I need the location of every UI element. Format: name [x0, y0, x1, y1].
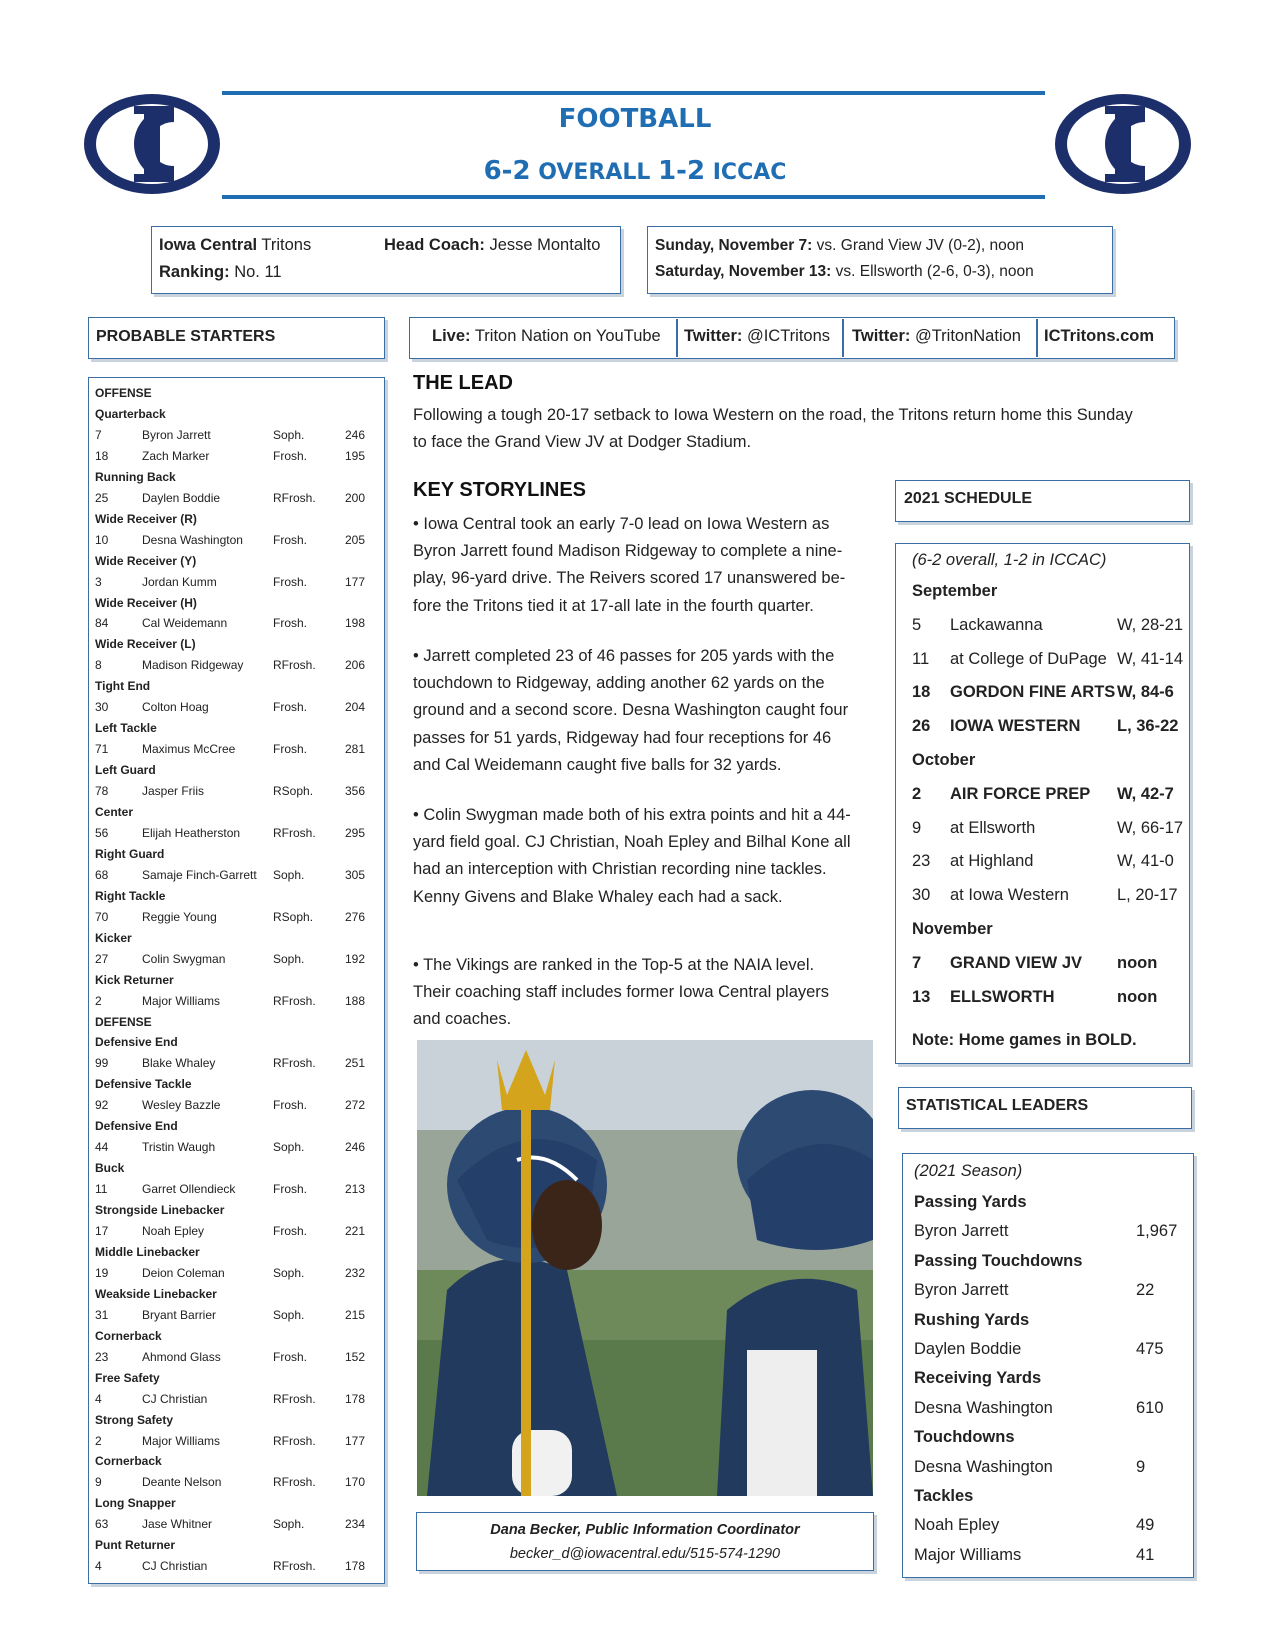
- game-result: W, 84-6: [1117, 683, 1174, 702]
- starter-number: 3: [95, 574, 102, 589]
- starter-row: [95, 1263, 370, 1283]
- game-opponent: at Ellsworth: [950, 818, 1036, 837]
- game-result: W, 41-14: [1117, 649, 1184, 668]
- starters-position-heading: Quarterback: [95, 406, 166, 421]
- starters-position-heading: Left Guard: [95, 763, 156, 778]
- starter-class: RSoph.: [273, 909, 314, 924]
- starter-row: [95, 613, 370, 633]
- stat-category: Rushing Yards: [914, 1310, 1030, 1329]
- starter-row: [95, 1179, 370, 1199]
- starter-class: Soph.: [273, 1140, 305, 1155]
- starters-position-heading: Wide Receiver (Y): [95, 553, 197, 568]
- starter-number: 4: [95, 1391, 102, 1406]
- contact-details[interactable]: becker_d@iowacentral.edu/515-574-1290: [509, 1546, 781, 1562]
- header-rule-top: [222, 91, 1045, 95]
- starter-weight: 200: [344, 490, 365, 505]
- starter-row: [95, 446, 370, 466]
- starter-weight: 195: [344, 448, 365, 463]
- game-opponent: GRAND VIEW JV: [950, 953, 1083, 972]
- starter-class: RFrosh.: [273, 1475, 316, 1490]
- starters-position-heading: Defensive End: [95, 1035, 178, 1050]
- starter-number: 56: [95, 825, 109, 840]
- game-date: 11: [912, 649, 930, 668]
- starter-name: Zach Marker: [142, 448, 210, 463]
- schedule-game: [912, 613, 1202, 637]
- starter-number: 7: [95, 427, 102, 442]
- starter-class: Frosh.: [273, 700, 308, 715]
- starter-name: Jasper Friis: [142, 784, 205, 799]
- stat-leader: [914, 1396, 1184, 1420]
- starter-class: RFrosh.: [273, 490, 316, 505]
- media-divider: [676, 319, 678, 357]
- starter-name: Tristin Waugh: [142, 1140, 216, 1155]
- game-opponent: at College of DuPage: [950, 649, 1107, 668]
- game-date: 26: [912, 717, 931, 736]
- stat-player: Desna Washington: [914, 1398, 1053, 1417]
- starter-weight: 213: [344, 1182, 365, 1197]
- starter-class: Frosh.: [273, 1349, 308, 1364]
- starter-number: 71: [95, 742, 109, 757]
- starter-row: [95, 1431, 370, 1451]
- starter-row: [95, 1221, 370, 1241]
- starter-class: RFrosh.: [273, 1391, 316, 1406]
- stat-leader: [914, 1337, 1184, 1361]
- starter-number: 10: [95, 532, 109, 547]
- starter-number: 9: [95, 1475, 102, 1490]
- starter-class: Frosh.: [273, 616, 308, 631]
- schedule-home-game: [912, 951, 1202, 975]
- schedule-home-game: [912, 782, 1202, 806]
- starter-weight: 170: [344, 1475, 365, 1490]
- starter-number: 92: [95, 1098, 109, 1113]
- game-opponent: ELLSWORTH: [950, 987, 1055, 1006]
- storyline-line: and coaches.: [413, 1010, 512, 1029]
- storyline-line: play, 96-yard drive. The Reivers scored 17 unanswered be-: [413, 569, 846, 588]
- starter-name: CJ Christian: [142, 1559, 208, 1574]
- starter-weight: 204: [344, 700, 365, 715]
- starter-class: Frosh.: [273, 448, 308, 463]
- game-date: 5: [912, 615, 922, 634]
- media-twitter-tritonnation[interactable]: Twitter: @TritonNation: [852, 327, 1021, 345]
- starter-name: Daylen Boddie: [142, 490, 221, 505]
- starter-weight: 232: [344, 1265, 365, 1280]
- storyline-line: fore the Tritons tied it at 17-all late in the fourth quarter.: [413, 596, 814, 615]
- stat-player: Byron Jarrett: [914, 1222, 1009, 1241]
- starters-position-heading: Strong Safety: [95, 1412, 174, 1427]
- game-photo: [417, 1040, 873, 1496]
- starters-title: PROBABLE STARTERS: [96, 328, 276, 345]
- starters-position-heading: Free Safety: [95, 1370, 160, 1385]
- storyline-line: touchdown to Ridgeway, adding another 62 yards on the: [413, 674, 825, 693]
- starters-position-heading: Running Back: [95, 469, 176, 484]
- contact-name: Dana Becker, Public Information Coordinator: [490, 1522, 800, 1538]
- stats-subtitle: (2021 Season): [914, 1162, 1023, 1180]
- head-coach: Head Coach: Jesse Montalto: [384, 236, 601, 254]
- stat-leader: [914, 1455, 1184, 1479]
- starter-weight: 246: [344, 427, 365, 442]
- storyline-line: Byron Jarrett found Madison Ridgeway to complete a nine-: [413, 542, 843, 561]
- lead-line: to face the Grand View JV at Dodger Stadium.: [413, 433, 752, 451]
- starters-position-heading: DEFENSE: [95, 1014, 152, 1029]
- starter-class: RFrosh.: [273, 993, 316, 1008]
- storyline-line: Their coaching staff includes former Iowa Central players: [413, 983, 830, 1002]
- schedule-note: Note: Home games in BOLD.: [912, 1031, 1137, 1049]
- starter-weight: 276: [344, 909, 365, 924]
- overall-label: OVERALL: [538, 160, 651, 185]
- starter-row: [95, 991, 370, 1011]
- game-opponent: AIR FORCE PREP: [950, 784, 1091, 803]
- iowa-central-logo-left: [82, 92, 222, 196]
- starters-position-heading: Center: [95, 805, 134, 819]
- stat-category: Tackles: [914, 1487, 974, 1505]
- game-opponent: Lackawanna: [950, 615, 1043, 634]
- starter-weight: 221: [344, 1224, 365, 1238]
- storyline-line: • Iowa Central took an early 7-0 lead on Iowa Western as: [413, 515, 830, 533]
- stat-player: Desna Washington: [914, 1457, 1053, 1476]
- storylines-heading: KEY STORYLINES: [413, 479, 587, 501]
- schedule-home-game: [912, 714, 1202, 738]
- starter-number: 99: [95, 1056, 109, 1071]
- starter-weight: 246: [344, 1140, 365, 1155]
- conf-label: ICCAC: [712, 160, 787, 185]
- starter-weight: 281: [344, 742, 365, 757]
- contact-box: [416, 1512, 874, 1571]
- stat-category: Passing Yards: [914, 1193, 1027, 1211]
- starter-name: Major Williams: [142, 993, 220, 1008]
- starter-row: [95, 1053, 370, 1073]
- starter-class: Soph.: [273, 951, 305, 966]
- starter-class: Soph.: [273, 1307, 305, 1322]
- starter-weight: 234: [344, 1517, 365, 1532]
- stat-value: 41: [1136, 1545, 1155, 1564]
- starters-position-heading: Long Snapper: [95, 1496, 176, 1511]
- game-date: 9: [912, 818, 922, 837]
- game-date: 30: [912, 886, 931, 905]
- stat-value: 475: [1136, 1340, 1164, 1358]
- starter-weight: 295: [344, 825, 365, 840]
- starter-name: Major Williams: [142, 1433, 220, 1448]
- game-opponent: at Iowa Western: [950, 886, 1069, 905]
- stat-value: 610: [1136, 1398, 1164, 1417]
- stat-value: 49: [1136, 1516, 1155, 1535]
- starter-row: [95, 697, 370, 717]
- starters-position-heading: Kick Returner: [95, 972, 174, 987]
- starter-name: Jordan Kumm: [142, 574, 217, 589]
- starter-number: 11: [95, 1182, 108, 1197]
- record-line: [220, 156, 1050, 186]
- header-rule-bottom: [222, 195, 1045, 199]
- starter-row: [95, 530, 370, 550]
- media-divider: [842, 319, 844, 357]
- starter-name: Noah Epley: [142, 1224, 205, 1238]
- starter-name: Colton Hoag: [142, 700, 209, 715]
- stat-player: Noah Epley: [914, 1516, 1000, 1535]
- starter-class: RSoph.: [273, 784, 314, 799]
- starter-name: Byron Jarrett: [142, 427, 211, 442]
- starter-row: [95, 1472, 370, 1492]
- stat-leader: [914, 1219, 1184, 1243]
- starter-class: RFrosh.: [273, 825, 316, 840]
- schedule-title: 2021 SCHEDULE: [904, 490, 1033, 507]
- storyline-line: • Colin Swygman made both of his extra points and hit a 44-: [413, 806, 851, 824]
- stat-category: Passing Touchdowns: [914, 1251, 1083, 1270]
- game-result: W, 28-21: [1117, 615, 1184, 634]
- stat-player: Byron Jarrett: [914, 1281, 1009, 1300]
- team-name: Iowa Central Tritons: [159, 236, 312, 254]
- starter-row: [95, 949, 370, 969]
- starter-weight: 178: [344, 1391, 365, 1406]
- starter-name: Ahmond Glass: [142, 1349, 221, 1364]
- sport-title: FOOTBALL: [558, 104, 712, 134]
- game-opponent: GORDON FINE ARTS: [950, 683, 1116, 702]
- overall-record: 6-2: [483, 156, 531, 186]
- starter-class: Frosh.: [273, 1098, 308, 1113]
- starter-name: Reggie Young: [142, 909, 217, 924]
- starter-class: RFrosh.: [273, 1056, 316, 1071]
- starter-class: RFrosh.: [273, 1559, 316, 1574]
- starter-name: Jase Whitner: [142, 1517, 213, 1532]
- starter-number: 78: [95, 784, 109, 799]
- schedule-game: [912, 647, 1202, 671]
- starter-row: [95, 739, 370, 759]
- starter-weight: 272: [344, 1098, 365, 1113]
- starters-position-heading: Cornerback: [95, 1454, 162, 1469]
- upcoming-game: Sunday, November 7: vs. Grand View JV (0-2), noon: [655, 237, 1024, 254]
- starter-number: 25: [95, 490, 109, 505]
- starter-class: Frosh.: [273, 742, 308, 757]
- lead-line: Following a tough 20-17 setback to Iowa Western on the road, the Tritons return home this Sunday: [413, 406, 1133, 424]
- storyline-line: ground and a second score. Desna Washington caught four: [413, 701, 849, 720]
- schedule-game: [912, 849, 1202, 873]
- starter-weight: 188: [344, 993, 365, 1008]
- schedule-subtitle: (6-2 overall, 1-2 in ICCAC): [912, 551, 1107, 569]
- starter-row: [95, 907, 370, 927]
- game-result: L, 36-22: [1117, 717, 1179, 736]
- conf-record: 1-2: [658, 156, 706, 186]
- media-website[interactable]: ICTritons.com: [1044, 327, 1155, 345]
- starter-number: 2: [95, 993, 102, 1008]
- starter-name: Desna Washington: [142, 532, 243, 547]
- ranking: Ranking: No. 11: [159, 263, 282, 281]
- game-result: W, 41-0: [1117, 852, 1174, 871]
- game-result: L, 20-17: [1117, 886, 1178, 905]
- schedule-game: [912, 883, 1202, 907]
- starter-number: 84: [95, 616, 109, 631]
- stats-title: STATISTICAL LEADERS: [906, 1097, 1089, 1114]
- starter-class: Soph.: [273, 1517, 305, 1532]
- starter-weight: 177: [344, 574, 365, 589]
- starter-name: Wesley Bazzle: [142, 1098, 221, 1113]
- starter-name: Garret Ollendieck: [142, 1182, 236, 1197]
- starter-row: [95, 572, 370, 592]
- starter-row: [95, 865, 370, 885]
- starter-class: Soph.: [273, 867, 305, 882]
- starter-row: [95, 655, 370, 675]
- starter-class: RFrosh.: [273, 1433, 316, 1448]
- starter-row: [95, 823, 370, 843]
- starter-row: [95, 488, 370, 508]
- game-result: W, 42-7: [1117, 784, 1174, 803]
- starter-number: 17: [95, 1224, 109, 1238]
- starters-position-heading: Strongside Linebacker: [95, 1203, 225, 1218]
- stat-value: 22: [1136, 1281, 1155, 1300]
- starter-name: Cal Weidemann: [142, 616, 228, 631]
- starters-position-heading: Wide Receiver (L): [95, 637, 196, 652]
- starter-row: [95, 1305, 370, 1325]
- starter-weight: 251: [344, 1056, 365, 1071]
- stat-player: Major Williams: [914, 1545, 1022, 1564]
- starter-name: Elijah Heatherston: [142, 825, 241, 840]
- starters-position-heading: Left Tackle: [95, 721, 157, 736]
- starters-position-heading: Right Guard: [95, 846, 165, 861]
- starter-weight: 305: [344, 867, 365, 882]
- stat-category: Receiving Yards: [914, 1369, 1042, 1388]
- starter-name: Deante Nelson: [142, 1475, 222, 1490]
- starter-number: 63: [95, 1517, 109, 1532]
- starters-position-heading: Right Tackle: [95, 888, 166, 903]
- starter-name: Samaje Finch-Garrett: [142, 867, 257, 882]
- storyline-line: and Cal Weidemann caught five balls for 32 yards.: [413, 755, 782, 774]
- game-result: W, 66-17: [1117, 818, 1184, 837]
- starter-class: Frosh.: [273, 532, 308, 547]
- starter-number: 30: [95, 700, 109, 715]
- stat-category: Touchdowns: [914, 1428, 1015, 1447]
- media-divider: [1036, 319, 1038, 357]
- starter-weight: 356: [344, 784, 365, 799]
- starter-number: 70: [95, 909, 109, 924]
- starter-number: 31: [95, 1307, 109, 1322]
- starter-name: Bryant Barrier: [142, 1307, 217, 1322]
- stat-leader: [914, 1543, 1184, 1567]
- schedule-month: September: [912, 582, 998, 600]
- starter-row: [95, 1095, 370, 1115]
- iowa-central-logo-right: [1053, 92, 1193, 196]
- starter-number: 2: [95, 1433, 102, 1448]
- starters-position-heading: Defensive Tackle: [95, 1077, 192, 1092]
- game-date: 23: [912, 852, 931, 871]
- starter-weight: 198: [344, 616, 365, 631]
- storyline-line: Kenny Givens and Blake Whaley each had a sack.: [413, 887, 783, 906]
- starter-weight: 215: [344, 1307, 365, 1322]
- starters-position-heading: Kicker: [95, 930, 132, 945]
- starter-row: [95, 1514, 370, 1534]
- starter-weight: 206: [344, 658, 365, 673]
- starter-row: [95, 1389, 370, 1409]
- stat-leader: [914, 1513, 1184, 1537]
- game-date: 18: [912, 683, 931, 702]
- starters-position-heading: Punt Returner: [95, 1538, 176, 1553]
- media-youtube[interactable]: Live: Triton Nation on YouTube: [432, 327, 661, 345]
- starter-number: 23: [95, 1349, 109, 1364]
- starter-number: 19: [95, 1265, 109, 1280]
- starter-weight: 178: [344, 1559, 365, 1574]
- starter-number: 68: [95, 867, 109, 882]
- starter-weight: 192: [344, 951, 365, 966]
- schedule-game: [912, 816, 1202, 840]
- starters-position-heading: Buck: [95, 1161, 125, 1176]
- starter-name: Colin Swygman: [142, 951, 226, 966]
- starter-number: 4: [95, 1559, 102, 1574]
- upcoming-game: Saturday, November 13: vs. Ellsworth (2-6, 0-3), noon: [655, 263, 1034, 280]
- game-date: 13: [912, 987, 931, 1006]
- starter-class: RFrosh.: [273, 658, 316, 673]
- game-opponent: IOWA WESTERN: [950, 717, 1081, 736]
- stat-value: 9: [1136, 1457, 1146, 1476]
- game-result: noon: [1117, 987, 1158, 1006]
- starter-class: Soph.: [273, 427, 305, 442]
- media-twitter-ictritons[interactable]: Twitter: @ICTritons: [684, 327, 831, 345]
- schedule-month: November: [912, 920, 993, 938]
- starter-number: 18: [95, 448, 109, 463]
- starter-row: [95, 425, 370, 445]
- schedule-home-game: [912, 985, 1202, 1009]
- game-result: noon: [1117, 953, 1158, 972]
- starters-position-heading: Middle Linebacker: [95, 1244, 200, 1259]
- starter-class: Frosh.: [273, 1182, 308, 1197]
- starters-position-heading: Weakside Linebacker: [95, 1286, 217, 1301]
- stat-player: Daylen Boddie: [914, 1340, 1022, 1358]
- lead-heading: THE LEAD: [413, 372, 513, 394]
- starter-number: 44: [95, 1140, 109, 1155]
- starter-weight: 177: [344, 1433, 365, 1448]
- starter-class: Frosh.: [273, 1224, 308, 1238]
- game-date: 2: [912, 784, 922, 803]
- game-opponent: at Highland: [950, 852, 1034, 871]
- storyline-line: yard field goal. CJ Christian, Noah Epley and Bilhal Kone all: [413, 833, 851, 852]
- storyline-line: • The Vikings are ranked in the Top-5 at the NAIA level.: [413, 956, 815, 974]
- stat-leader: [914, 1278, 1184, 1302]
- storyline-line: passes for 51 yards, Ridgeway had four receptions for 46: [413, 728, 832, 747]
- schedule-home-game: [912, 680, 1202, 704]
- starters-position-heading: Wide Receiver (H): [95, 595, 197, 610]
- starter-row: [95, 1556, 370, 1576]
- starters-position-heading: Defensive End: [95, 1119, 178, 1134]
- stat-value: 1,967: [1136, 1222, 1178, 1241]
- starter-number: 8: [95, 658, 102, 673]
- starter-weight: 205: [344, 532, 365, 547]
- starter-name: Blake Whaley: [142, 1056, 216, 1071]
- starters-position-heading: Tight End: [95, 679, 151, 694]
- storyline-line: had an interception with Christian recording nine tackles.: [413, 860, 827, 879]
- starters-position-heading: Cornerback: [95, 1328, 162, 1343]
- starter-name: Madison Ridgeway: [142, 658, 244, 673]
- starter-number: 27: [95, 951, 109, 966]
- starter-name: CJ Christian: [142, 1391, 208, 1406]
- starter-name: Maximus McCree: [142, 742, 236, 757]
- starter-row: [95, 1137, 370, 1157]
- storyline-line: • Jarrett completed 23 of 46 passes for 205 yards with the: [413, 647, 835, 665]
- starter-row: [95, 1347, 370, 1367]
- starters-position-heading: OFFENSE: [95, 386, 152, 400]
- starter-weight: 152: [344, 1349, 365, 1364]
- starter-class: Soph.: [273, 1265, 305, 1280]
- starters-position-heading: Wide Receiver (R): [95, 511, 197, 526]
- starter-class: Frosh.: [273, 574, 308, 589]
- starter-row: [95, 781, 370, 801]
- schedule-month: October: [912, 751, 976, 769]
- starter-name: Deion Coleman: [142, 1265, 225, 1280]
- game-date: 7: [912, 953, 922, 972]
